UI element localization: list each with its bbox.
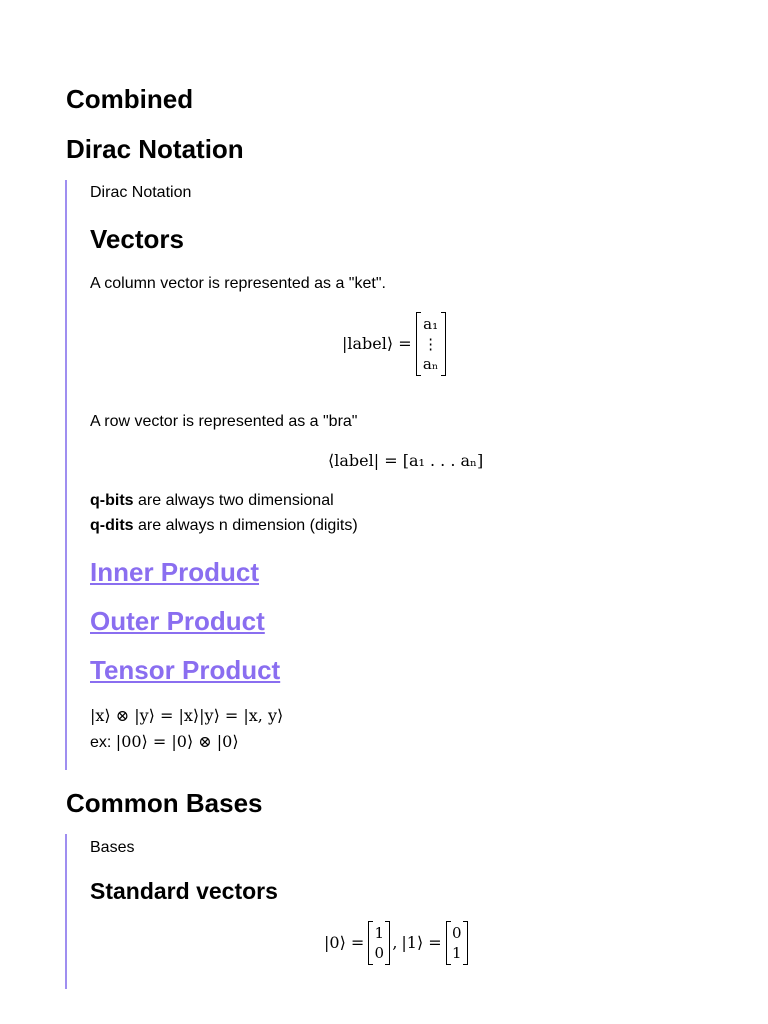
qbits-term: q-bits — [90, 492, 134, 509]
ket-matrix — [416, 312, 446, 376]
ket1-matrix — [446, 921, 468, 965]
column-vector-text: A column vector is represented as a "ket". — [90, 275, 386, 292]
ket0-entry: 0 — [374, 944, 385, 962]
qdits-description: are always n dimension (digits) — [133, 517, 358, 534]
qbits-line — [90, 491, 334, 511]
ket-entry: aₙ — [422, 355, 439, 373]
ket1-lhs: |1⟩ = — [401, 933, 442, 952]
standard-vectors-formula — [324, 921, 468, 965]
ket-entry: ⋮ — [423, 335, 439, 353]
heading-common-bases: Common Bases — [66, 788, 263, 818]
vector-separator: , — [392, 933, 398, 952]
callout-label: Dirac Notation — [90, 184, 192, 201]
ket1-entry: 1 — [451, 944, 462, 962]
ket-entry: a₁ — [423, 315, 439, 333]
example-formula: |00⟩ = |0⟩ ⊗ |0⟩ — [115, 732, 239, 751]
qbits-description: are always two dimensional — [133, 492, 334, 509]
ket1-entry: 0 — [451, 924, 462, 942]
ket-formula — [342, 312, 446, 376]
heading-dirac-notation: Dirac Notation — [66, 134, 244, 164]
ket0-matrix — [368, 921, 390, 965]
ket-lhs: |label⟩ = — [342, 334, 412, 353]
ket0-entry: 1 — [374, 924, 385, 942]
dirac-callout — [65, 180, 67, 770]
outer-product-link[interactable]: Outer Product — [90, 606, 265, 636]
ket0-lhs: |0⟩ = — [324, 933, 365, 952]
bases-callout — [65, 834, 67, 989]
qdits-term: q-dits — [90, 517, 134, 534]
example-prefix: ex: — [90, 734, 116, 751]
inner-product-link[interactable]: Inner Product — [90, 557, 260, 587]
heading-combined: Combined — [66, 84, 194, 114]
qdits-line — [90, 516, 358, 536]
bra-formula: ⟨label| = [a₁ . . . aₙ] — [328, 451, 484, 470]
example-line — [90, 732, 239, 753]
bases-label: Bases — [90, 839, 135, 856]
tensor-product-link[interactable]: Tensor Product — [90, 655, 281, 685]
tensor-formula: |x⟩ ⊗ |y⟩ = |x⟩|y⟩ = |x, y⟩ — [90, 706, 284, 725]
heading-standard-vectors: Standard vectors — [90, 878, 278, 904]
row-vector-text: A row vector is represented as a "bra" — [90, 413, 358, 430]
heading-vectors: Vectors — [90, 224, 184, 254]
